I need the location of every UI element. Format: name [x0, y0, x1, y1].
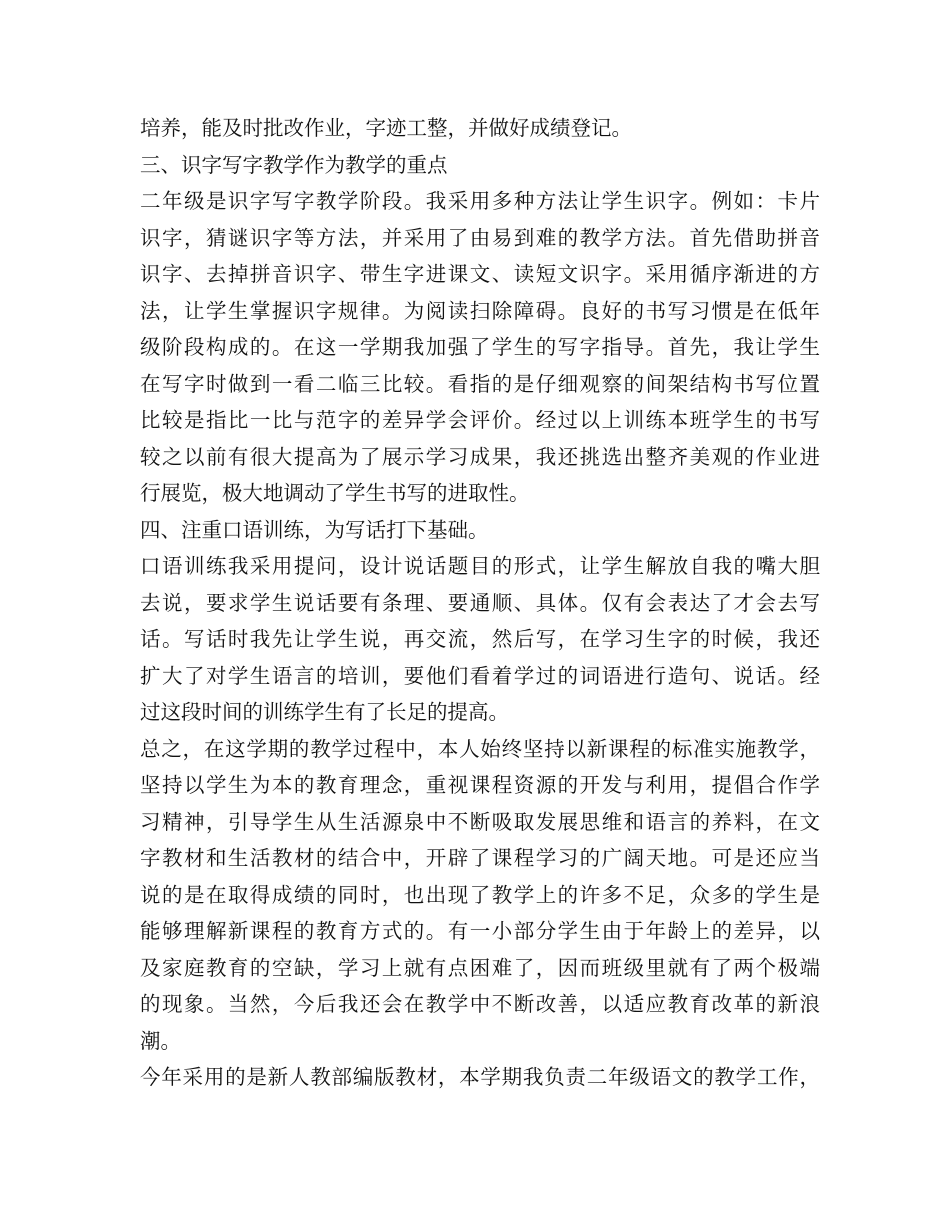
text-line: 较之以前有很大提高为了展示学习成果，我还挑选出整齐美观的作业进 — [140, 444, 820, 469]
text-line: 今年采用的是新人教部编版教材，本学期我负责二年级语文的教学工作， — [140, 1065, 820, 1089]
text-line: 培养，能及时批改作业，字迹工整，并做好成绩登记。 — [140, 116, 632, 140]
text-line: 及家庭教育的空缺，学习上就有点困难了，因而班级里就有了两个极端 — [140, 955, 820, 980]
section-heading: 三、识字写字教学作为教学的重点 — [140, 152, 448, 177]
text-line: 字教材和生活教材的结合中，开辟了课程学习的广阔天地。可是还应当 — [140, 846, 820, 870]
text-line: 话。写话时我先让学生说，再交流，然后写，在学习生字的时候，我还 — [140, 627, 820, 651]
text-line: 比较是指比一比与范字的差异学会评价。经过以上训练本班学生的书写 — [140, 408, 820, 432]
text-line: 在写字时做到一看二临三比较。看指的是仔细观察的间架结构书写位置 — [140, 371, 820, 396]
text-line: 法，让学生掌握识字规律。为阅读扫除障碍。良好的书写习惯是在低年 — [140, 298, 820, 323]
text-line: 能够理解新课程的教育方式的。有一小部分学生由于年龄上的差异，以 — [140, 919, 820, 943]
text-line: 二年级是识字写字教学阶段。我采用多种方法让学生识字。例如：卡片 — [140, 189, 820, 213]
text-line: 识字、去掉拼音识字、带生字进课文、读短文识字。采用循序渐进的方 — [140, 262, 820, 286]
text-line: 口语训练我采用提问，设计说话题目的形式，让学生解放自我的嘴大胆 — [140, 554, 820, 578]
text-line: 的现象。当然，今后我还会在教学中不断改善，以适应教育改革的新浪 — [140, 992, 820, 1016]
text-line: 过这段时间的训练学生有了长足的提高。 — [140, 700, 509, 724]
document-body — [140, 110, 820, 1096]
text-line: 行展览，极大地调动了学生书写的进取性。 — [140, 481, 530, 505]
text-line: 识字，猜谜识字等方法，并采用了由易到难的教学方法。首先借助拼音 — [140, 225, 820, 250]
text-line: 说的是在取得成绩的同时，也出现了教学上的许多不足，众多的学生是 — [140, 882, 820, 907]
text-line: 扩大了对学生语言的培训，要他们看着学过的词语进行造句、说话。经 — [140, 663, 820, 688]
text-line: 潮。 — [140, 1028, 181, 1053]
text-line: 去说，要求学生说话要有条理、要通顺、具体。仅有会表达了才会去写 — [140, 590, 820, 615]
text-line: 习精神，引导学生从生活源泉中不断吸取发展思维和语言的养料，在文 — [140, 809, 820, 834]
section-heading: 四、注重口语训练，为写话打下基础。 — [140, 517, 489, 542]
text-line: 坚持以学生为本的教育理念，重视课程资源的开发与利用，提倡合作学 — [140, 773, 820, 797]
text-line: 级阶段构成的。在这一学期我加强了学生的写字指导。首先，我让学生 — [140, 335, 820, 359]
text-line: 总之，在这学期的教学过程中，本人始终坚持以新课程的标准实施教学， — [140, 736, 820, 761]
